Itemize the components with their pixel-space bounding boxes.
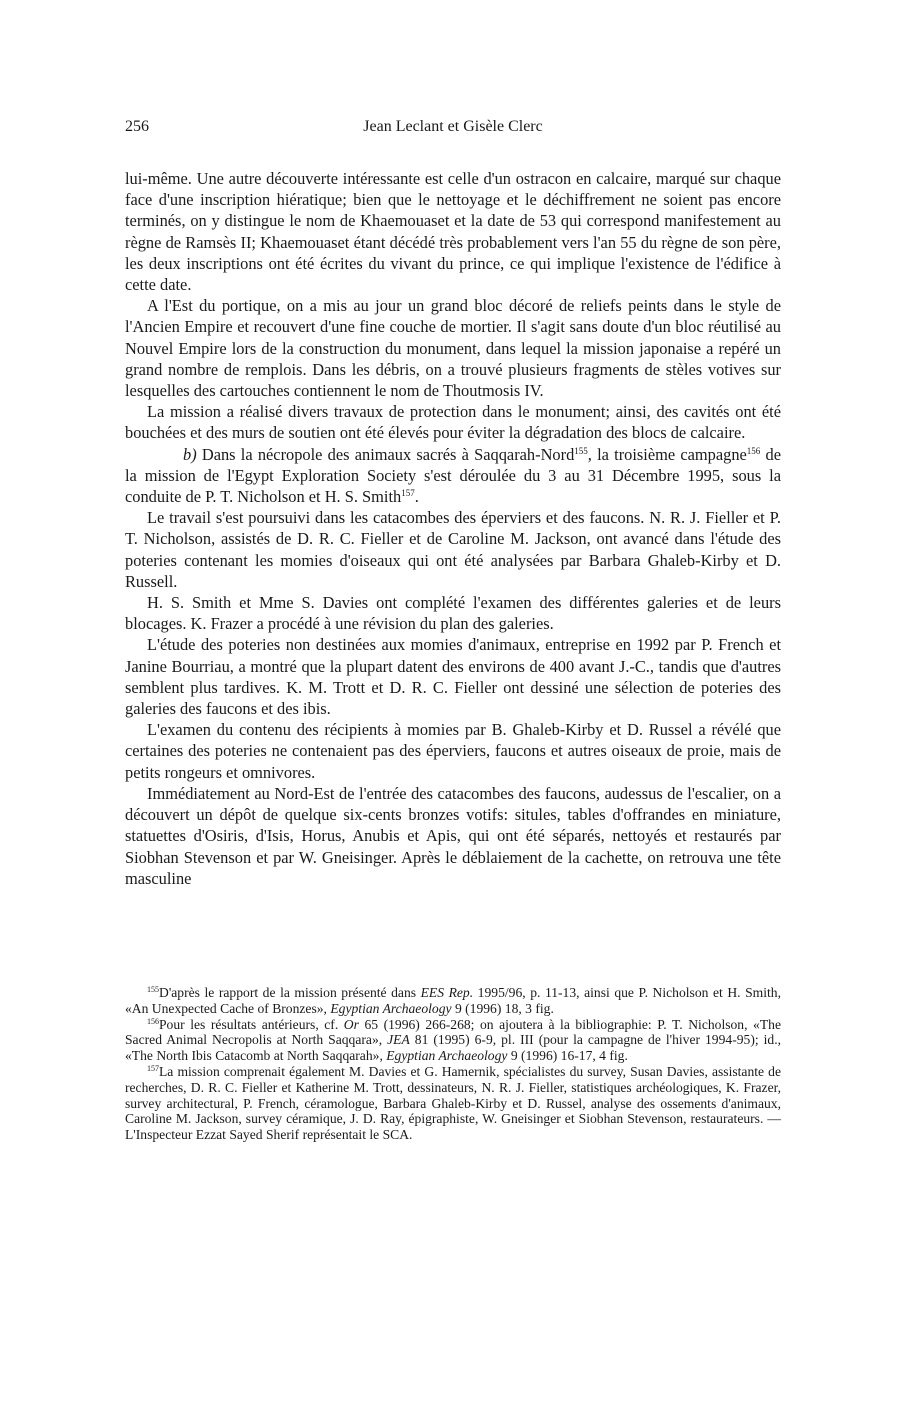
paragraph: A l'Est du portique, on a mis au jour un grand bloc décoré de reliefs peints dans le style de l'Ancien Empire et recouvert d'une fine couche de mortier. Il s'agit sans doute d'un bloc réutilisé au Nouvel Empire lors de la construction du monument, dans lequel la mission japonaise a repéré un grand nombre de remplois. Dans les débris, on a trouvé plusieurs fragments de stèles votives sur lesquelles des cartouches contiennent le nom de Thoutmosis IV. xyxy=(125,296,781,401)
footnote-156: $^{156}$Pour les résultats antérieurs, cf. Or 65 (1996) 266-268; on ajoutera à la bibliographie: P. T. Nicholson, «The Sacred Animal Necropolis at North Saqqara», JEA 81 (1995) 6-9, pl. III (pour la campagne de l'hiver 1994-95); id., «The North Ibis Catacomb at North Saqqarah», Egyptian Archaeology 9 (1996) 16-17, 4 fig. xyxy=(125,1016,781,1064)
paragraph: L'étude des poteries non destinées aux momies d'animaux, entreprise en 1992 par P. French et Janine Bourriau, a montré que la plupart datent des environs de 400 avant J.-C., tandis que d'autres semblent plus tardives. K. M. Trott et D. R. C. Fieller ont dessiné une sélection de poteries des galeries des faucons et des ibis. xyxy=(125,635,781,719)
footnote-155: $^{155}$D'après le rapport de la mission présenté dans EES Rep. 1995/96, p. 11-13, ainsi que P. Nicholson et H. Smith, «An Unexpected Cache of Bronzes», Egyptian Archaeology 9 (1996) 18, 3 fig. xyxy=(125,985,781,1016)
paragraph: b) Dans la nécropole des animaux sacrés à Saqqarah-Nord$^{155}$, la troisième campagne$^{156}$ de la mission de l'Egypt Exploration Society s'est déroulée du 3 au 31 Décembre 1995, sous la conduite de P. T. Nicholson et H. S. Smith$^{157}$. xyxy=(125,444,781,507)
footnote-ref: 156 xyxy=(746,445,761,456)
footnote-ref: 157 xyxy=(401,488,415,499)
footnote-ref: 155 xyxy=(574,445,588,456)
page-number: 256 xyxy=(125,118,149,135)
paragraph: L'examen du contenu des récipients à momies par B. Ghaleb-Kirby et D. Russel a révélé que certaines des poteries ne contenaient pas des éperviers, faucons et autres oiseaux de proie, mais de petits rongeurs et omnivores. xyxy=(125,720,781,782)
paragraph: Immédiatement au Nord-Est de l'entrée des catacombes des faucons, audessus de l'escalier, on a découvert un dépôt de quelque six-cents bronzes votifs: situles, tables d'offrandes en miniature, statuettes d'Osiris, d'Isis, Horus, Anubis et Apis, qui ont été séparés, nettoyés et restaurés par Siobhan Stevenson et par W. Gneisinger. Après le déblaiement de la cachette, on retrouva une tête masculine xyxy=(125,783,781,888)
footnote-157: $^{157}$La mission comprenait également M. Davies et G. Hamernik, spécialistes du survey, Susan Davies, assistante de recherches, D. R. C. Fieller et Katherine M. Trott, dessinateurs, N. R. J. Fieller, statistiques archéologiques, K. Frazer, survey architectural, P. French, céramologue, Barbara Ghaleb-Kirby et D. Russel, analyse des ossements d'animaux, Caroline M. Jackson, survey céramique, J. D. Ray, épigraphiste, W. Gneisinger et Siobhan Stevenson, restaurateurs. — L'Inspecteur Ezzat Sayed Sherif représentait le SCA. xyxy=(125,1063,781,1143)
paragraph: lui-même. Une autre découverte intéressante est celle d'un ostracon en calcaire, marqué sur chaque face d'une inscription hiératique; bien que le nettoyage et le déchiffrement ne soient pas encore terminés, on y distingue le nom de Khaemouaset et la date de 53 qui correspond manifestement au règne de Ramsès II; Khaemouaset étant décédé très probablement vers l'an 55 du règne de son père, les deux inscriptions ont été écrites du vivant du prince, ce qui implique l'existence de l'édifice à cette date. xyxy=(125,169,781,295)
page-header xyxy=(125,118,781,142)
paragraph: La mission a réalisé divers travaux de protection dans le monument; ainsi, des cavités ont été bouchées et des murs de soutien ont été élevés pour éviter la dégradation des blocs de calcaire. xyxy=(125,402,781,443)
footnotes xyxy=(125,985,781,1143)
section-letter: b) xyxy=(183,444,197,464)
footnote-number: 157 xyxy=(147,1063,159,1073)
running-title: Jean Leclant et Gisèle Clerc xyxy=(363,118,543,135)
main-text xyxy=(125,168,781,889)
paragraph: Le travail s'est poursuivi dans les catacombes des éperviers et des faucons. N. R. J. Fieller et P. T. Nicholson, assistés de D. R. C. Fieller et de Caroline M. Jackson, ont avancé dans l'étude des poteries contenant les momies d'oiseaux qui ont été analysées par Barbara Ghaleb-Kirby et D. Russell. xyxy=(125,508,781,591)
footnote-number: 155 xyxy=(147,985,159,994)
footnote-number: 156 xyxy=(147,1016,159,1026)
paragraph: H. S. Smith et Mme S. Davies ont complété l'examen des différentes galeries et de leurs blocages. K. Frazer a procédé à une révision du plan des galeries. xyxy=(125,593,781,634)
